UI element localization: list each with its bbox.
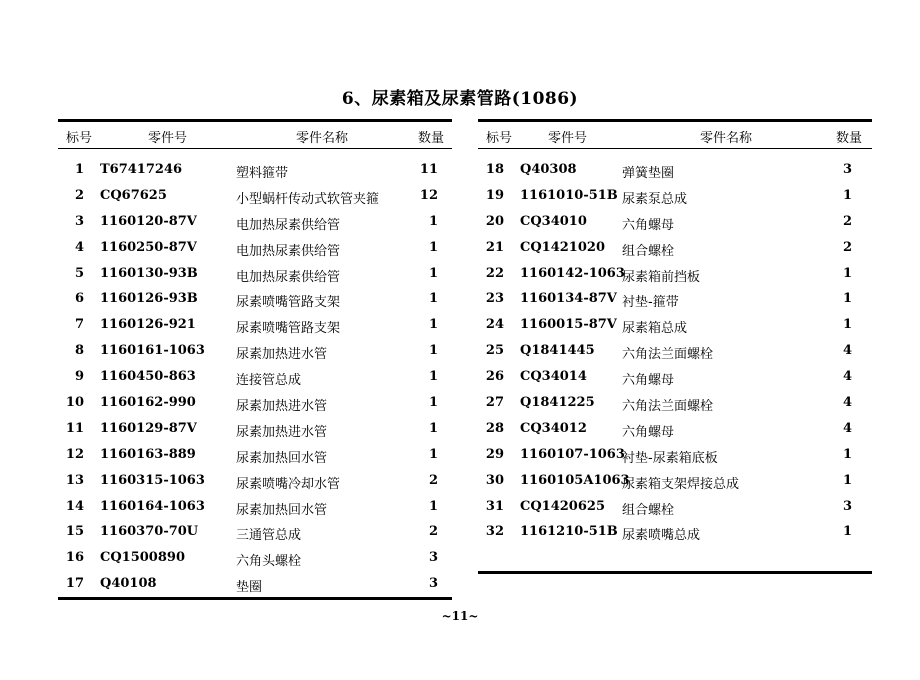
row-quantity: 1 <box>842 291 852 307</box>
table-row <box>58 545 452 571</box>
row-number: 9 <box>74 369 84 385</box>
table-row <box>58 390 452 416</box>
row-number: 21 <box>485 239 504 255</box>
row-number: 24 <box>485 317 504 333</box>
row-part-number: 1160134-87V <box>520 291 617 307</box>
table-row <box>58 209 452 235</box>
row-part-name: 六角螺母 <box>622 424 675 440</box>
table-row <box>58 157 452 183</box>
row-part-name: 尿素加热进水管 <box>236 399 328 415</box>
header-no: 标号 <box>66 131 93 146</box>
row-part-number: 1161010-51B <box>520 187 618 203</box>
table-row <box>478 338 872 364</box>
table-row <box>58 235 452 261</box>
row-part-name: 尿素箱前挡板 <box>622 269 701 285</box>
parts-table-left <box>58 119 452 600</box>
row-part-number: CQ34012 <box>520 420 587 436</box>
table-row <box>58 494 452 520</box>
row-number: 31 <box>485 498 504 514</box>
row-quantity: 1 <box>428 317 438 333</box>
row-part-name: 垫圈 <box>236 580 263 596</box>
row-number: 17 <box>65 576 84 592</box>
page-number: ~11~ <box>441 609 479 623</box>
row-quantity: 1 <box>428 343 438 359</box>
table-row <box>478 209 872 235</box>
row-part-name: 连接管总成 <box>236 373 302 389</box>
row-part-name: 六角螺母 <box>622 373 675 389</box>
row-number: 3 <box>74 213 84 229</box>
row-part-name: 尿素加热回水管 <box>236 502 328 518</box>
row-part-number: Q40308 <box>520 162 577 177</box>
row-part-name: 组合螺栓 <box>622 243 675 259</box>
row-quantity: 1 <box>428 213 438 229</box>
table-row <box>478 519 872 545</box>
row-part-number: 1160161-1063 <box>100 343 205 359</box>
row-part-number: 1160105A1063 <box>520 472 630 488</box>
row-part-name: 衬垫-尿素箱底板 <box>622 450 718 466</box>
row-quantity: 1 <box>842 317 852 333</box>
row-part-name: 六角螺母 <box>622 217 675 233</box>
page-title: 6、尿素箱及尿素管路(1086) <box>341 89 579 109</box>
row-part-name: 电加热尿素供给管 <box>236 217 341 233</box>
table-row <box>478 390 872 416</box>
table-row <box>478 157 872 183</box>
row-part-number: CQ34014 <box>520 369 587 385</box>
row-quantity: 12 <box>419 187 438 203</box>
row-part-number: 1160163-889 <box>100 446 196 462</box>
row-number: 7 <box>74 317 84 333</box>
row-quantity: 1 <box>842 472 852 488</box>
table-row <box>478 261 872 287</box>
row-quantity: 1 <box>428 239 438 255</box>
row-quantity: 1 <box>428 498 438 514</box>
table-row <box>478 286 872 312</box>
table-row <box>478 442 872 468</box>
header-qty: 数量 <box>836 131 863 146</box>
row-part-name: 塑料箍带 <box>236 166 289 181</box>
row-part-name: 尿素泵总成 <box>622 191 688 207</box>
table-row <box>58 364 452 390</box>
header-qty: 数量 <box>418 131 445 146</box>
row-part-number: Q1841445 <box>520 343 595 359</box>
table-header <box>478 122 872 148</box>
row-part-number: 1161210-51B <box>520 524 618 540</box>
table-row <box>58 261 452 287</box>
row-part-name: 组合螺栓 <box>622 502 675 518</box>
row-part-number: CQ1421020 <box>520 239 605 255</box>
row-quantity: 3 <box>842 498 852 514</box>
row-number: 13 <box>65 472 84 488</box>
row-quantity: 2 <box>428 524 438 540</box>
row-part-number: CQ1500890 <box>100 550 185 566</box>
table-row <box>478 494 872 520</box>
row-number: 26 <box>485 369 504 385</box>
table-rule-bottom <box>58 597 452 600</box>
row-number: 4 <box>74 239 84 255</box>
row-number: 10 <box>65 395 84 411</box>
row-number: 12 <box>65 446 84 462</box>
row-part-number: 1160162-990 <box>100 395 196 411</box>
row-number: 30 <box>485 472 504 488</box>
row-part-number: 1160120-87V <box>100 213 197 229</box>
row-part-number: Q1841225 <box>520 395 595 411</box>
table-row <box>58 338 452 364</box>
row-part-number: Q40108 <box>100 576 157 592</box>
row-part-number: 1160126-921 <box>100 317 196 333</box>
table-row <box>478 416 872 442</box>
row-part-number: CQ1420625 <box>520 498 605 514</box>
row-number: 11 <box>65 420 84 436</box>
header-part-no: 零件号 <box>548 131 588 146</box>
row-part-name: 尿素加热回水管 <box>236 450 328 466</box>
row-part-name: 三通管总成 <box>236 528 302 544</box>
row-part-name: 尿素箱支架焊接总成 <box>622 476 740 492</box>
row-number: 6 <box>74 291 84 307</box>
row-quantity: 1 <box>842 446 852 462</box>
row-number: 25 <box>485 343 504 359</box>
row-quantity: 1 <box>842 265 852 281</box>
table-row <box>478 364 872 390</box>
row-quantity: 4 <box>842 420 852 436</box>
row-number: 14 <box>65 498 84 514</box>
row-quantity: 3 <box>842 162 852 177</box>
row-part-number: T67417246 <box>100 162 183 177</box>
row-part-name: 尿素喷嘴总成 <box>622 528 701 544</box>
table-rule-bottom <box>478 571 872 574</box>
row-part-name: 尿素喷嘴管路支架 <box>236 295 341 311</box>
row-part-number: 1160450-863 <box>100 369 196 385</box>
table-row <box>58 571 452 597</box>
row-quantity: 4 <box>842 395 852 411</box>
row-number: 1 <box>74 162 84 177</box>
row-part-number: 1160129-87V <box>100 420 197 436</box>
header-name: 零件名称 <box>296 131 349 146</box>
table-row <box>478 312 872 338</box>
row-part-number: 1160126-93B <box>100 291 198 307</box>
row-part-number: 1160142-1063 <box>520 265 625 281</box>
row-number: 2 <box>74 187 84 203</box>
table-body-right <box>478 157 872 545</box>
row-number: 27 <box>485 395 504 411</box>
row-number: 29 <box>485 446 504 462</box>
row-part-name: 电加热尿素供给管 <box>236 243 341 259</box>
row-number: 18 <box>485 162 504 177</box>
row-number: 23 <box>485 291 504 307</box>
row-number: 22 <box>485 265 504 281</box>
row-quantity: 2 <box>842 213 852 229</box>
row-part-number: 1160107-1063 <box>520 446 625 462</box>
table-row <box>58 442 452 468</box>
row-part-name: 尿素加热进水管 <box>236 424 328 440</box>
row-part-name: 弹簧垫圈 <box>622 166 675 181</box>
row-number: 16 <box>65 550 84 566</box>
row-quantity: 1 <box>842 524 852 540</box>
row-quantity: 1 <box>428 446 438 462</box>
table-header <box>58 122 452 148</box>
row-part-name: 尿素加热进水管 <box>236 347 328 363</box>
row-part-name: 六角法兰面螺栓 <box>622 347 714 363</box>
row-number: 19 <box>485 187 504 203</box>
row-quantity: 1 <box>428 420 438 436</box>
row-part-name: 六角法兰面螺栓 <box>622 399 714 415</box>
row-quantity: 1 <box>428 395 438 411</box>
row-part-number: 1160370-70U <box>100 524 199 540</box>
row-quantity: 3 <box>428 576 438 592</box>
row-part-name: 电加热尿素供给管 <box>236 269 341 285</box>
row-part-number: 1160130-93B <box>100 265 198 281</box>
row-part-number: CQ67625 <box>100 187 167 203</box>
table-row <box>478 183 872 209</box>
row-part-number: 1160250-87V <box>100 239 197 255</box>
row-part-name: 尿素箱总成 <box>622 321 688 337</box>
row-part-number: 1160015-87V <box>520 317 617 333</box>
table-row <box>58 468 452 494</box>
row-quantity: 1 <box>428 369 438 385</box>
header-name: 零件名称 <box>700 131 753 146</box>
table-row <box>58 519 452 545</box>
row-part-name: 六角头螺栓 <box>236 554 302 570</box>
table-row <box>58 183 452 209</box>
row-quantity: 1 <box>428 291 438 307</box>
row-part-name: 尿素喷嘴冷却水管 <box>236 476 341 492</box>
row-number: 5 <box>74 265 84 281</box>
row-part-number: CQ34010 <box>520 213 587 229</box>
table-body-left <box>58 157 452 597</box>
header-part-no: 零件号 <box>148 131 188 146</box>
row-part-number: 1160164-1063 <box>100 498 205 514</box>
row-number: 32 <box>485 524 504 540</box>
row-part-number: 1160315-1063 <box>100 472 205 488</box>
header-no: 标号 <box>486 131 513 146</box>
table-row <box>58 312 452 338</box>
row-part-name: 小型蜗杆传动式软管夹箍 <box>236 191 380 207</box>
row-quantity: 2 <box>842 239 852 255</box>
row-quantity: 1 <box>428 265 438 281</box>
row-quantity: 3 <box>428 550 438 566</box>
row-quantity: 2 <box>428 472 438 488</box>
table-row <box>58 416 452 442</box>
row-number: 8 <box>74 343 84 359</box>
row-number: 15 <box>65 524 84 540</box>
row-quantity: 1 <box>842 187 852 203</box>
table-row <box>478 468 872 494</box>
row-part-name: 尿素喷嘴管路支架 <box>236 321 341 337</box>
table-row <box>58 286 452 312</box>
table-row <box>478 235 872 261</box>
row-quantity: 11 <box>419 162 438 177</box>
row-part-name: 衬垫-箍带 <box>622 295 679 311</box>
row-quantity: 4 <box>842 369 852 385</box>
row-quantity: 4 <box>842 343 852 359</box>
row-number: 28 <box>485 420 504 436</box>
row-number: 20 <box>485 213 504 229</box>
parts-table-right <box>478 119 872 574</box>
